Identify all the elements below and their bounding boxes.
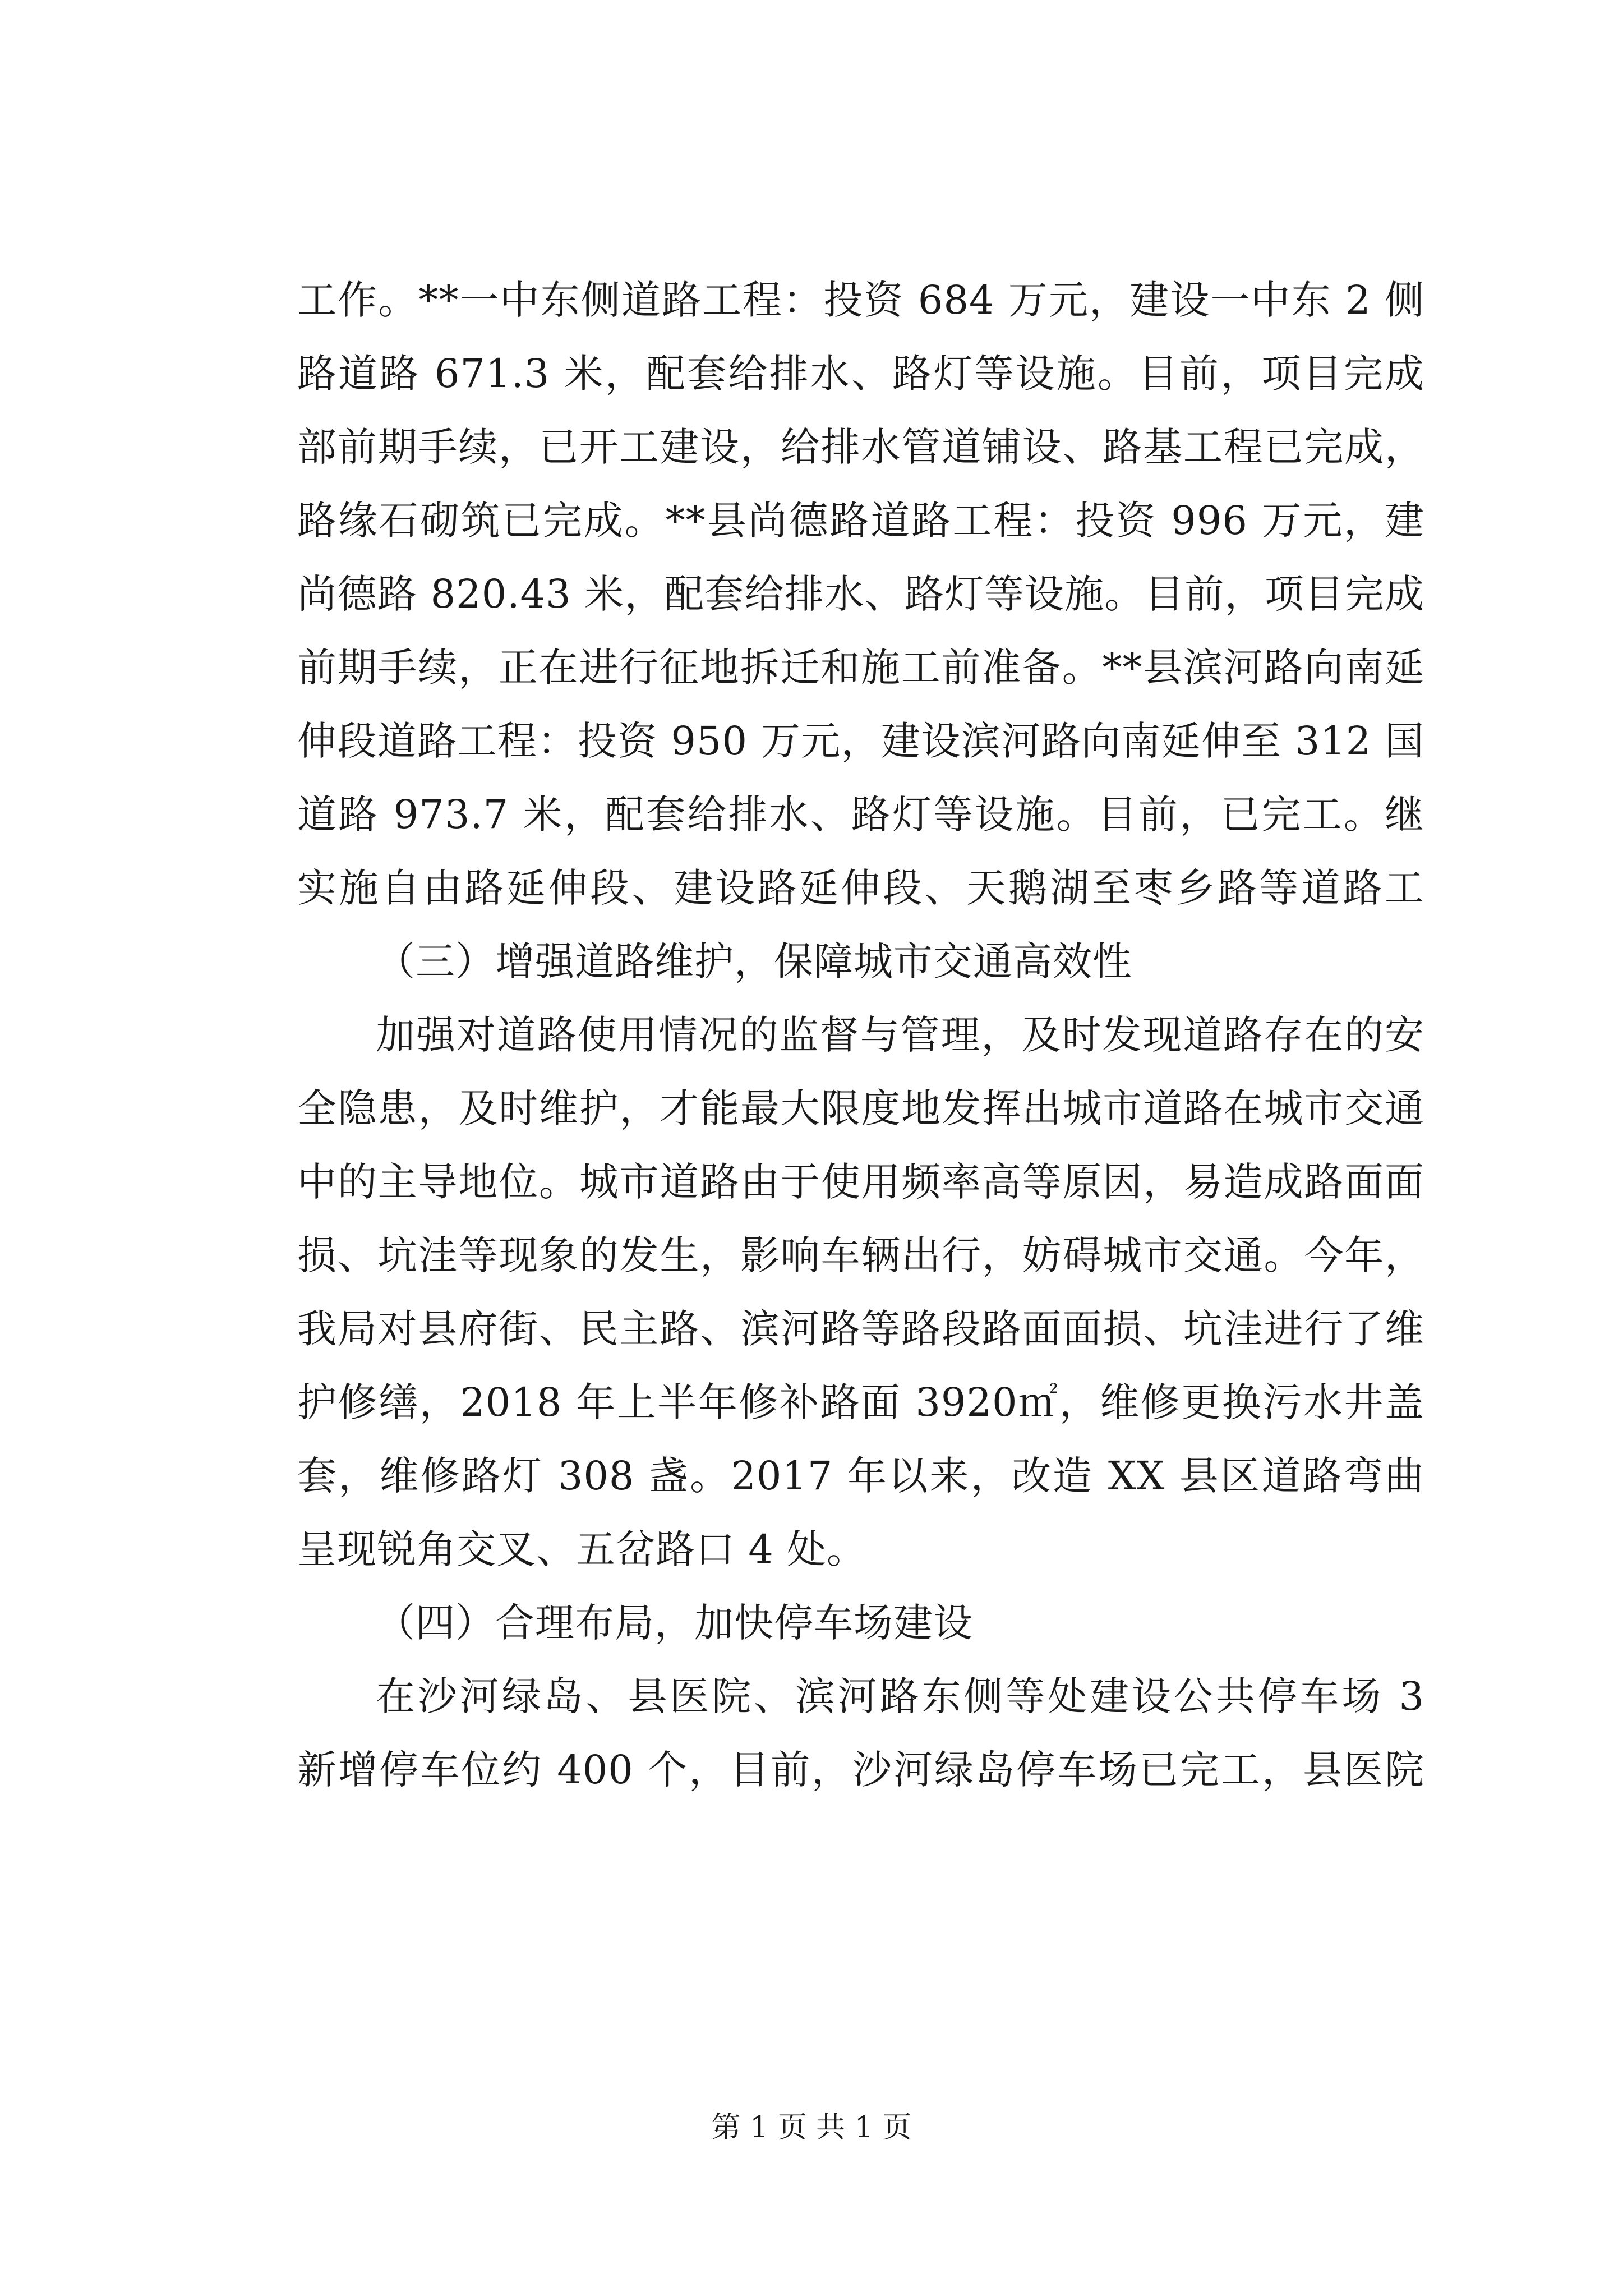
section-heading: （三）增强道路维护，保障城市交通高效性 (376, 938, 1132, 984)
text-line: 实施自由路延伸段、建设路延伸段、天鹅湖至枣乡路等道路工 (297, 865, 1424, 911)
text-line: 伸段道路工程：投资 950 万元，建设滨河路向南延伸至 312 国 (297, 718, 1424, 764)
paragraph-first-line: 在沙河绿岛、县医院、滨河路东侧等处建设公共停车场 3 (376, 1673, 1424, 1719)
text-line: 中的主导地位。城市道路由于使用频率高等原因，易造成路面面 (297, 1159, 1424, 1205)
text-line: 损、坑洼等现象的发生，影响车辆出行，妨碍城市交通。今年， (297, 1232, 1424, 1278)
text-line: 新增停车位约 400 个，目前，沙河绿岛停车场已完工，县医院 (297, 1747, 1424, 1793)
text-line: 路缘石砌筑已完成。**县尚德路道路工程：投资 996 万元，建 (297, 498, 1424, 544)
page-footer: 第 1 页 共 1 页 (711, 2111, 912, 2145)
text-line: 前期手续，正在进行征地拆迁和施工前准备。**县滨河路向南延 (297, 645, 1424, 691)
document-body (297, 264, 1424, 1807)
text-line: 尚德路 820.43 米，配套给排水、路灯等设施。目前，项目完成 (297, 571, 1424, 617)
section-heading: （四）合理布局，加快停车场建设 (376, 1600, 973, 1646)
text-line: 道路 973.7 米，配套给排水、路灯等设施。目前，已完工。继 (297, 792, 1424, 838)
text-line: 工作。**一中东侧道路工程：投资 684 万元，建设一中东 2 侧 (297, 277, 1424, 323)
text-line: 我局对县府街、民主路、滨河路等路段路面面损、坑洼进行了维 (297, 1306, 1424, 1352)
paragraph-first-line: 加强对道路使用情况的监督与管理，及时发现道路存在的安 (376, 1012, 1424, 1058)
text-line: 呈现锐角交叉、五岔路口 4 处。 (297, 1526, 867, 1572)
text-line: 护修缮，2018 年上半年修补路面 3920㎡，维修更换污水井盖 (297, 1379, 1424, 1425)
text-line: 路道路 671.3 米，配套给排水、路灯等设施。目前，项目完成 (297, 351, 1424, 397)
text-line: 套，维修路灯 308 盏。2017 年以来，改造 XX 县区道路弯曲 (297, 1453, 1424, 1499)
text-line: 部前期手续，已开工建设，给排水管道铺设、路基工程已完成， (297, 424, 1424, 470)
text-line: 全隐患，及时维护，才能最大限度地发挥出城市道路在城市交通 (297, 1085, 1424, 1131)
